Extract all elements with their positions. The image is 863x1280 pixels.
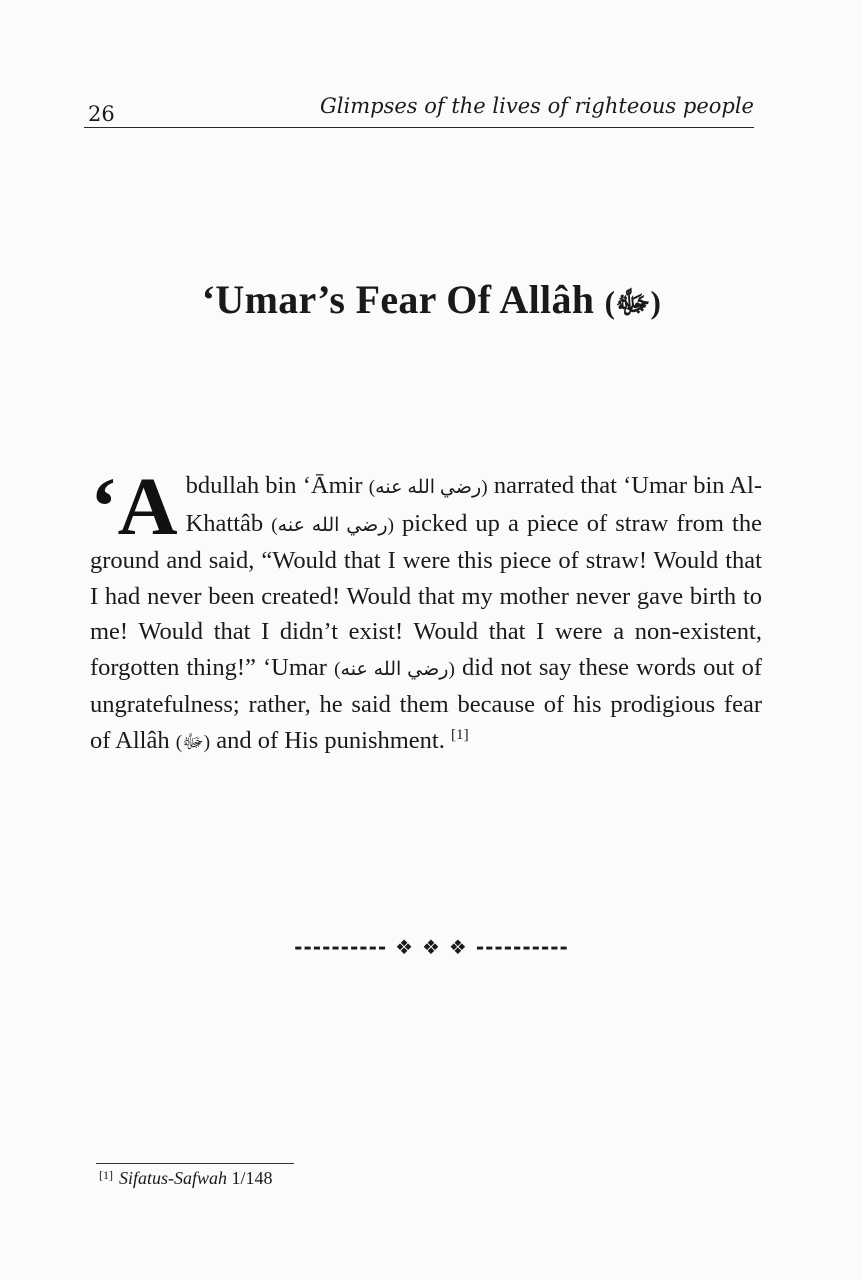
footnote-reference[interactable]: [1]	[450, 725, 469, 743]
footnote-source-ref: 1/148	[227, 1168, 273, 1188]
body-paragraph	[90, 460, 763, 760]
honorific-2: (رضي الله عنه)	[271, 514, 394, 536]
paragraph-segment-4: did not say these words out of ungratefulness; rather, he said them because of his prodigious fear of Allâh	[90, 653, 763, 754]
footnote-rule	[96, 1163, 294, 1164]
honorific-1: (رضي الله عنه)	[368, 477, 488, 498]
paragraph-segment-2: narrated that ‘Umar bin Al-Khattâb	[185, 472, 763, 537]
page-number: 26	[88, 102, 115, 126]
header-rule	[84, 127, 754, 128]
footnote-source-title: Sifatus-Safwah	[119, 1168, 228, 1188]
honorific-4: (ﷻ)	[175, 731, 211, 753]
chapter-title	[0, 276, 863, 329]
honorific-3: (رضي الله عنه)	[334, 658, 455, 680]
footnote-marker: [1]	[99, 1168, 113, 1182]
drop-cap: ‘A	[90, 460, 178, 552]
section-separator: ---------- ❖ ❖ ❖ ----------	[294, 935, 569, 959]
paragraph-segment-3: picked up a piece of straw from the ground and said, “Would that I were this piece of straw! Would that I had never been created! Would that my mother never gave birth to me! Would that I didn’t exist! Would that I were a non-existent, forgotten thing!” ‘Umar	[90, 509, 762, 681]
chapter-title-honorific: (ﷻ)	[604, 285, 662, 320]
running-title: Glimpses of the lives of righteous people	[320, 94, 754, 118]
paragraph-segment-5: and of His punishment.	[210, 726, 451, 754]
page-header	[84, 92, 754, 128]
footnote	[99, 1168, 273, 1189]
chapter-title-text: ‘Umar’s Fear Of Allâh	[201, 277, 595, 322]
paragraph-segment-1: bdullah bin ‘Āmir	[185, 472, 369, 499]
